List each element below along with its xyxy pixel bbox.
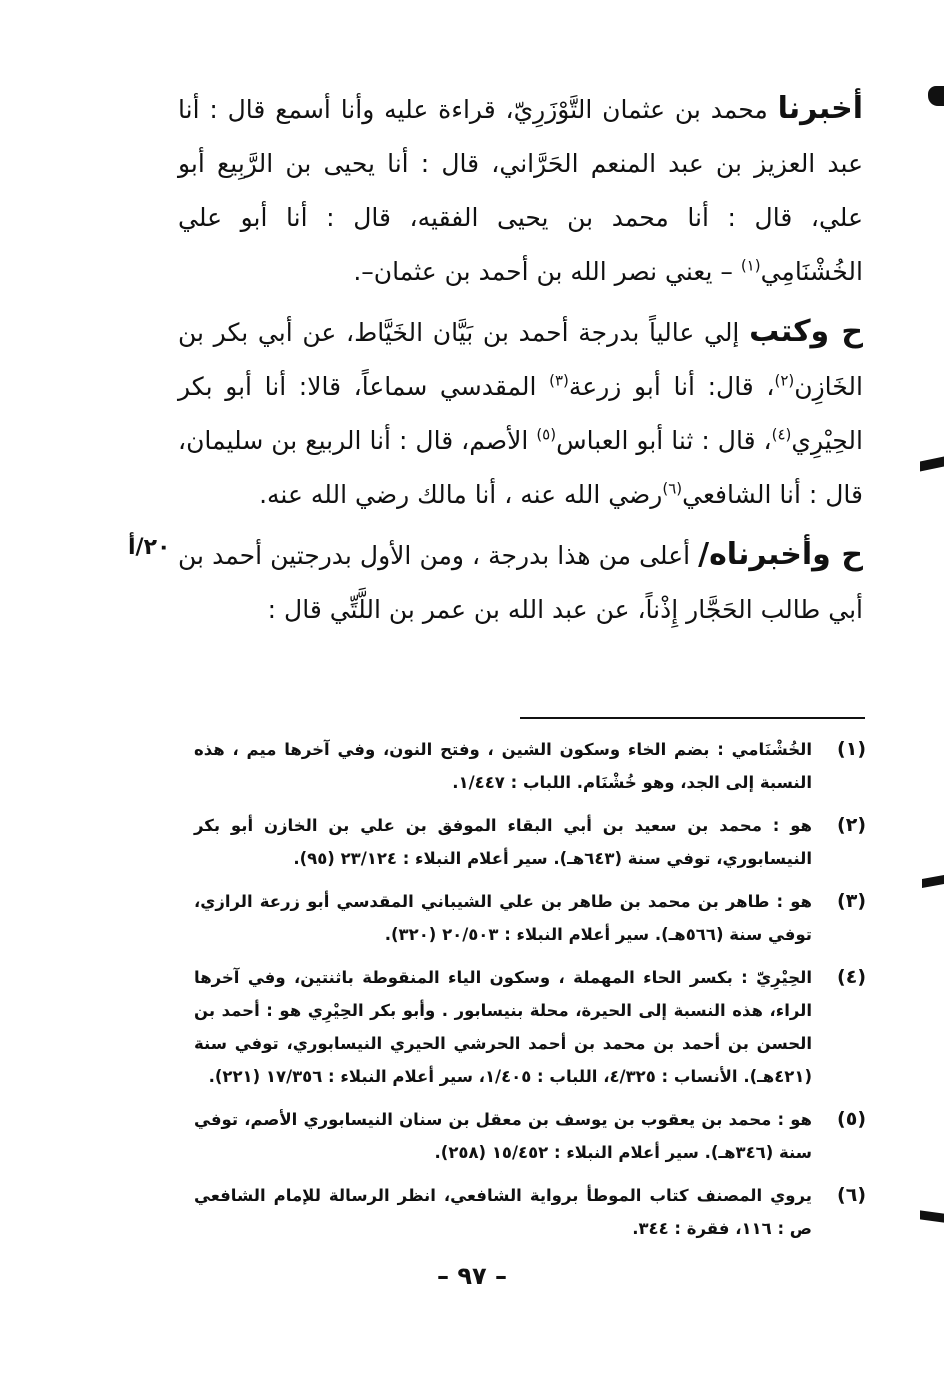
paragraph-text: المقدسي سماعاً، قالا: أنا أبو بكر الحِيْرِي — [178, 372, 863, 455]
footnote-text: هو : طاهر بن محمد بن طاهر بن علي الشيباني المقدسي أبو زرعة الرازي، توفي سنة (٥٦٦هـ). سير أعلام النبلاء : ٢٠/٥٠٣ (٣٢٠). — [194, 892, 812, 944]
paragraph-lead-word: أخبرنا — [777, 91, 863, 126]
footnote-number: (٤) — [837, 966, 866, 988]
footnote-text: يروي المصنف كتاب الموطأ برواية الشافعي، انظر الرسالة للإمام الشافعي ص : ١١٦، فقرة : ٣٤٤. — [194, 1186, 812, 1238]
footnote-text: هو : محمد بن سعيد بن أبي البقاء الموفق بن علي بن الخازن أبو بكر النيسابوري، توفي سنة (٦٤٣هـ). سير أعلام النبلاء : ٢٣/١٢٤ (٩٥). — [194, 816, 812, 868]
paragraph-text: محمد بن عثمان التَّوْزَرِيّ، قراءة عليه وأنا أسمع قال : أنا عبد العزيز بن عبد المنعم الحَرَّاني، قال : أنا يحيى بن الرَّبِيع أبو علي، قال : أنا محمد بن يحيى الفقيه، قال : أنا أبو علي الخُشْنَامِي — [178, 95, 863, 286]
footnote-reference: (٥) — [536, 425, 557, 444]
paragraph-text: رضي الله عنه ، أنا مالك رضي الله عنه. — [259, 480, 663, 509]
footnote-number: (٦) — [837, 1184, 866, 1206]
paragraph-text: الأصم، قال : أنا الربيع بن سليمان، قال : أنا الشافعي — [178, 426, 863, 509]
scan-edge-mark — [928, 86, 944, 106]
footnote-item — [194, 961, 866, 1093]
page-number: – ٩٧ – — [436, 1262, 507, 1290]
footnote-number: (١) — [837, 738, 866, 760]
footnote-reference: (١) — [740, 256, 761, 275]
scan-edge-mark — [920, 456, 944, 471]
footnote-reference: (٦) — [662, 479, 683, 498]
footnotes-section — [194, 733, 866, 1255]
footnote-number: (٢) — [837, 814, 866, 836]
main-text-body — [178, 82, 863, 643]
footnote-separator — [520, 717, 865, 719]
margin-folio-reference: ٢٠/أ — [128, 535, 171, 560]
paragraph-2 — [178, 305, 863, 522]
footnote-text: الخُشْنَامي : بضم الخاء وسكون الشين ، وفتح النون، وفي آخرها ميم ، هذه النسبة إلى الجد، وهو خُشْنَام. اللباب : ١/٤٤٧. — [194, 740, 812, 792]
paragraph-text: إلي عالياً بدرجة أحمد بن بَيَّان الخَيَّاط، عن أبي بكر بن الخَازِن — [178, 318, 863, 401]
footnote-text: هو : محمد بن يعقوب بن يوسف بن معقل بن سنان النيسابوري الأصم، توفي سنة (٣٤٦هـ). سير أعلام النبلاء : ١٥/٤٥٢ (٢٥٨). — [194, 1110, 812, 1162]
footnote-text: الحِيْرِيّ : بكسر الحاء المهملة ، وسكون الياء المنقوطة باثنتين، وفي آخرها الراء، هذه النسبة إلى الحيرة، محلة بنيسابور . وأبو بكر الحِيْرِي هو : أحمد بن الحسن بن أحمد بن محمد بن أحمد الحرشي الحيري النيسابوري، توفي سنة (٤٢١هـ). الأنساب : ٤/٣٢٥، اللباب : ١/٤٠٥، سير أعلام النبلاء : ١٧/٣٥٦ (٢٢١). — [194, 968, 812, 1086]
footnote-number: (٣) — [837, 890, 866, 912]
footnote-item — [194, 809, 866, 875]
footnote-reference: (٤) — [771, 425, 792, 444]
footnote-item — [194, 1179, 866, 1245]
paragraph-lead-word: ح وأخبرناه/ — [698, 537, 863, 572]
footnote-item — [194, 1103, 866, 1169]
footnote-reference: (٢) — [774, 371, 795, 390]
footnote-item — [194, 885, 866, 951]
scan-edge-mark — [920, 1210, 944, 1222]
paragraph-3 — [178, 528, 863, 637]
footnote-item — [194, 733, 866, 799]
footnote-reference: (٣) — [549, 371, 569, 390]
paragraph-lead-word: ح وكتب — [749, 314, 863, 349]
paragraph-text: ، قال : ثنا أبو العباس — [556, 426, 772, 455]
paragraph-text: ، قال: أنا أبو زرعة — [568, 372, 775, 401]
scan-edge-mark — [922, 875, 944, 888]
paragraph-1 — [178, 82, 863, 299]
footnote-number: (٥) — [837, 1108, 866, 1130]
paragraph-text: أعلى من هذا بدرجة ، ومن الأول بدرجتين أحمد بن أبي طالب الحَجَّار إِذْناً، عن عبد الله بن عمر بن اللَّتِّي قال : — [178, 541, 863, 624]
paragraph-text: – يعني نصر الله بن أحمد بن عثمان–. — [353, 257, 741, 286]
